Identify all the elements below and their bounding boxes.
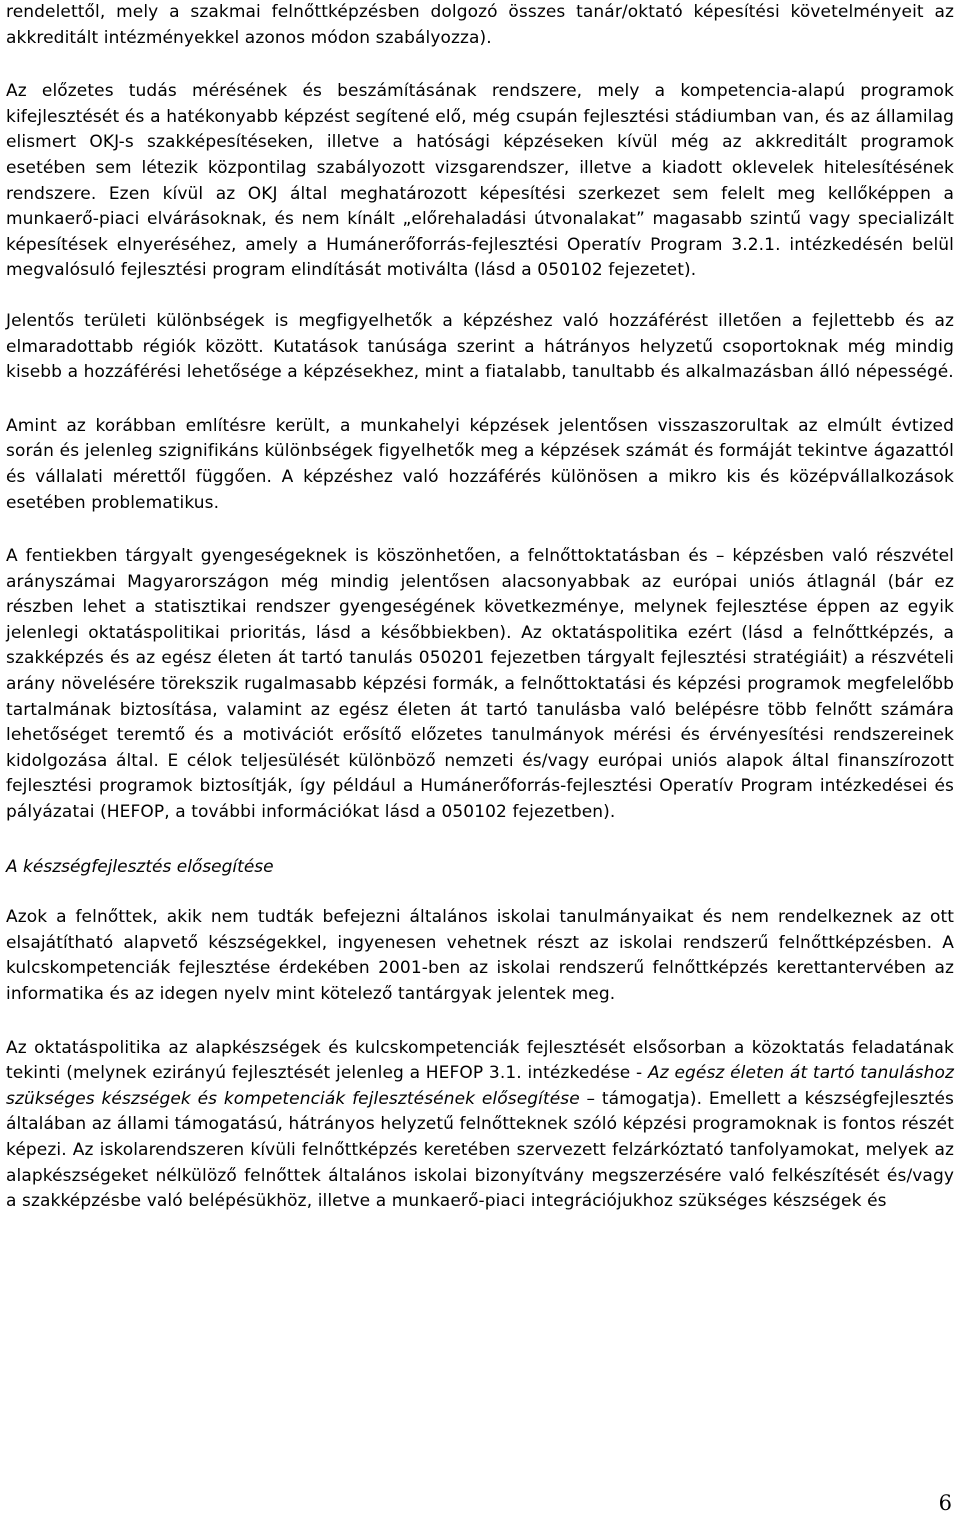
paragraph-adult-basic-skills: Azok a felnőttek, akik nem tudták befejezni általános iskolai tanulmányaikat és nem rendelkeznek az ott elsajátítható alapvető készségekkel, ingyenesen vehetnek részt az iskolai rendszerű felnőttképzésben. A kulcskompetenciák fejlesztése érdekében 2001-ben az iskolai rendszerű felnőttképzés kerettantervében az informatika és az idegen nyelv mint kötelező tantárgyak jelentek meg.	[6, 907, 954, 1004]
paragraph-education-policy-part-b: – támogatja). Emellett a készségfejlesztés általában az állami támogatású, hátrányos helyzetű felnőtteknek szóló képzési programoknak is fontos részét képezi. Az iskolarendszeren kívüli felnőttképzés keretében szervezett felzárkóztató tanfolyamokat, melyek az alapkészségeket nélkülöző felnőttek általános iskolai bizonyítvány megszerzésére való felkészítését és/vagy a szakképzésbe való belépésükhöz, illetve a munkaerő-piaci integrációjukhoz szükséges készségek és	[6, 1088, 954, 1212]
paragraph-prior-learning: Az előzetes tudás mérésének és beszámításának rendszere, mely a kompetencia-alapú programok kifejlesztését és a hatékonyabb képzést segítené elő, még csupán fejlesztési stádiumban van, és az államilag elismert OKJ-s szakképesítéseken, illetve a hatósági képzéseken kívül még az akkreditált programok esetében sem létezik központilag szabályozott vizsgarendszer, illetve a kiadott oklevelek hitelesítésének rendszere. Ezen kívül az OKJ által meghatározott képesítési szerkezet sem felelt meg kellőképpen a munkaerő-piaci elvárásoknak, és nem kínált „előrehaladási útvonalakat” magasabb szintű vagy specializált képesítések elnyeréséhez, amely a Humánerőforrás-fejlesztési Operatív Program 3.2.1. intézkedésén belül megvalósuló fejlesztési program elindítását motiválta (lásd a 050102 fejezetet).	[6, 81, 954, 281]
section-heading: A készségfejlesztés elősegítése	[6, 856, 274, 877]
paragraph-education-policy-part-a: Az oktatáspolitika az alapkészségek és kulcskompetenciák fejlesztését elsősorban a közoktatás feladatának tekinti (melynek ezirányú fejlesztését jelenleg a HEFOP 3.1. intézkedése -	[6, 1037, 954, 1084]
page-number: 6	[938, 1491, 952, 1515]
paragraph-participation-rates: A fentiekben tárgyalt gyengeségeknek is köszönhetően, a felnőttoktatásban és – képzésben való részvétel arányszámai Magyarországon még mindig jelentősen alacsonyabbak az európai uniós átlagnál (bár ez részben lehet a statisztikai rendszer gyengeségének következménye, melynek fejlesztése éppen az egyik jelenlegi oktatáspolitikai prioritás, lásd a későbbiekben). Az oktatáspolitika ezért (lásd a felnőttképzés, a szakképzés és az egész életen át tartó tanulás 050201 fejezetben tárgyalt fejlesztési stratégiáit) a részvételi arány növelésére törekszik rugalmasabb képzési formák, a felnőttoktatási és képzési programok megfelelőbb tartalmának biztosítása, valamint az egész életen át tartó tanulásba való belépésre több felnőtt számára lehetőséget teremtő és a motivációt erősítő előzetes tanulmányok mérési és érvényesítési rendszereinek kidolgozása által. E célok teljesülését különböző nemzeti és/vagy európai uniós alapok által finanszírozott fejlesztési programok biztosítják, így például a Humánerőforrás-fejlesztési Operatív Program intézkedései és pályázatai (HEFOP, a további információkat lásd a 050102 fejezetben).	[6, 546, 954, 823]
paragraph-continuation: rendelettől, mely a szakmai felnőttképzésben dolgozó összes tanár/oktató képesítési követelményeit az akkreditált intézményekkel azonos módon szabályozza).	[6, 2, 954, 48]
paragraph-regional-differences: Jelentős területi különbségek is megfigyelhetők a képzéshez való hozzáférést illetően a fejlettebb és az elmaradottabb régiók között. Kutatások tanúsága szerint a hátrányos helyzetű csoportoknak még mindig kisebb a hozzáférési lehetősége a képzésekhez, mint a fiatalabb, tanultabb és alkalmazásban álló népességé.	[6, 310, 954, 383]
paragraph-education-policy-italic: Az egész életen át tartó tanuláshoz szükséges készségek és kompetenciák fejlesztésének elősegítése	[6, 1063, 954, 1109]
paragraph-education-policy	[6, 1036, 954, 1215]
document-page	[6, 0, 954, 1215]
paragraph-workplace-training: Amint az korábban említésre került, a munkahelyi képzések jelentősen visszaszorultak az elmúlt évtized során és jelenleg szignifikáns különbségek figyelhetők meg a képzések számát és formáját tekintve ágazattól és vállalati mérettől függően. A képzéshez való hozzáférés különösen a mikro kis és középvállalkozások esetében problematikus.	[6, 415, 954, 513]
